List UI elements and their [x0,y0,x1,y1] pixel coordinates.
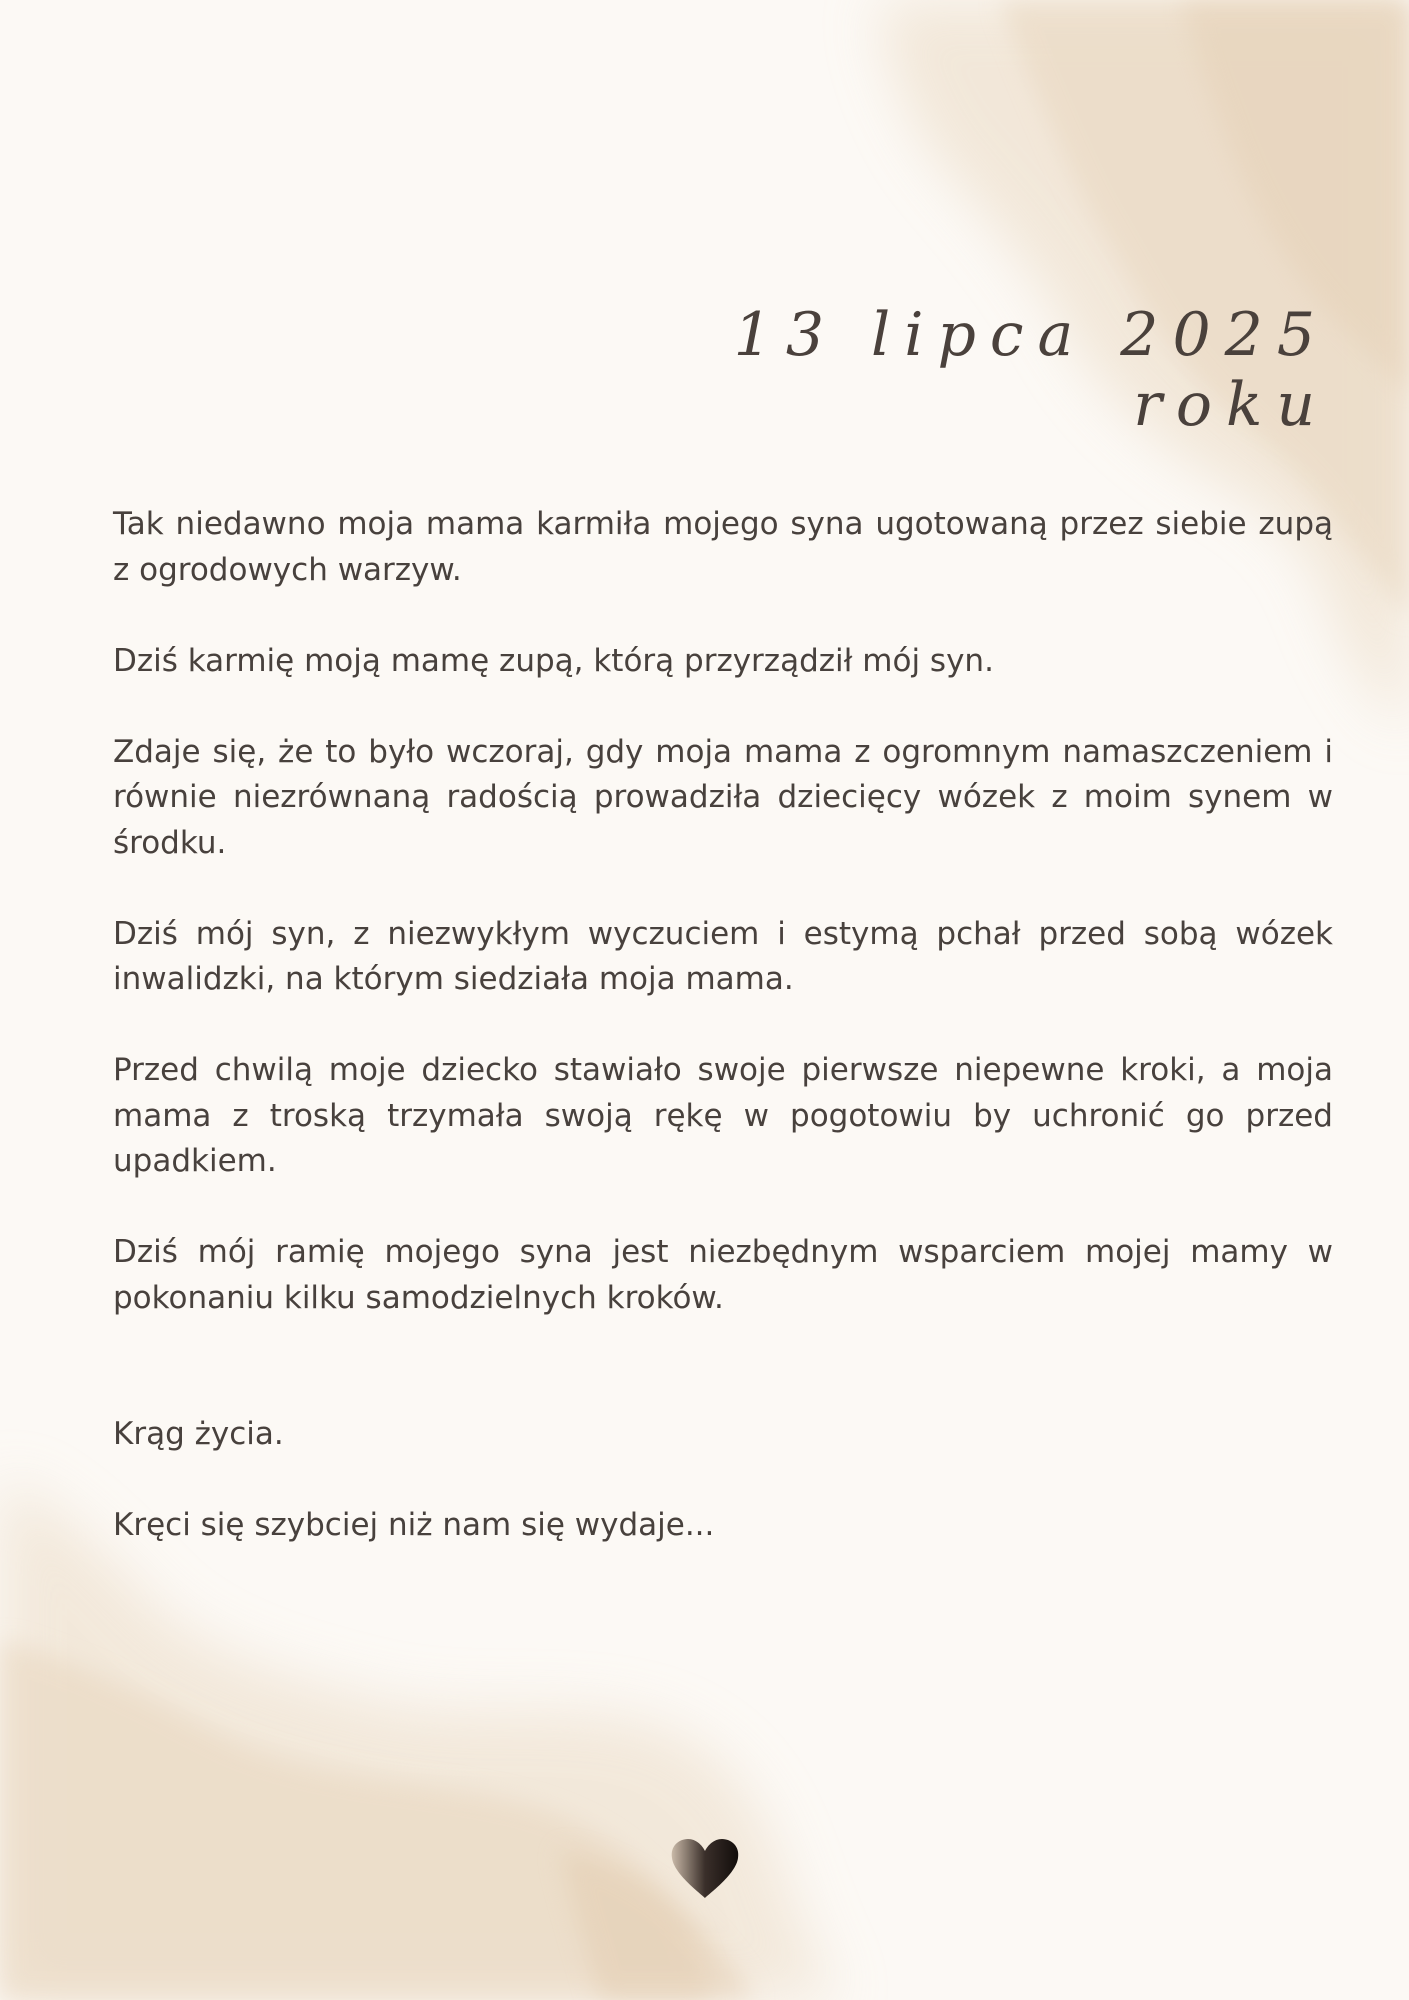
closing-line: Kręci się szybciej niż nam się wydaje... [113,1507,715,1543]
letter-body [113,502,1333,1594]
paragraph: Dziś mój ramię mojego syna jest niezbędnym wsparciem mojej mamy w pokonaniu kilku samodzielnych kroków. [113,1234,1333,1316]
paragraph: Dziś mój syn, z niezwykłym wyczuciem i estymą pchał przed sobą wózek inwalidzki, na którym siedziała moja mama. [113,915,1333,997]
paragraph: Tak niedawno moja mama karmiła mojego syna ugotowaną przez siebie zupą z ogrodowych warzyw. [113,506,1333,588]
closing-line: Krąg życia. [113,1416,284,1452]
letter-date: 13 lipca 2025 roku [733,300,1329,440]
paragraph: Przed chwilą moje dziecko stawiało swoje pierwsze niepewne kroki, a moja mama z troską trzymała swoją rękę w pogotowiu by uchronić go przed upadkiem. [113,1052,1333,1179]
heart-icon [670,1838,740,1900]
paragraph: Zdaje się, że to było wczoraj, gdy moja mama z ogromnym namaszczeniem i równie niezrównaną radością prowadziła dziecięcy wózek z moim synem w środku. [113,733,1333,861]
paragraph: Dziś karmię moją mamę zupą, którą przyrządził mój syn. [113,642,994,679]
